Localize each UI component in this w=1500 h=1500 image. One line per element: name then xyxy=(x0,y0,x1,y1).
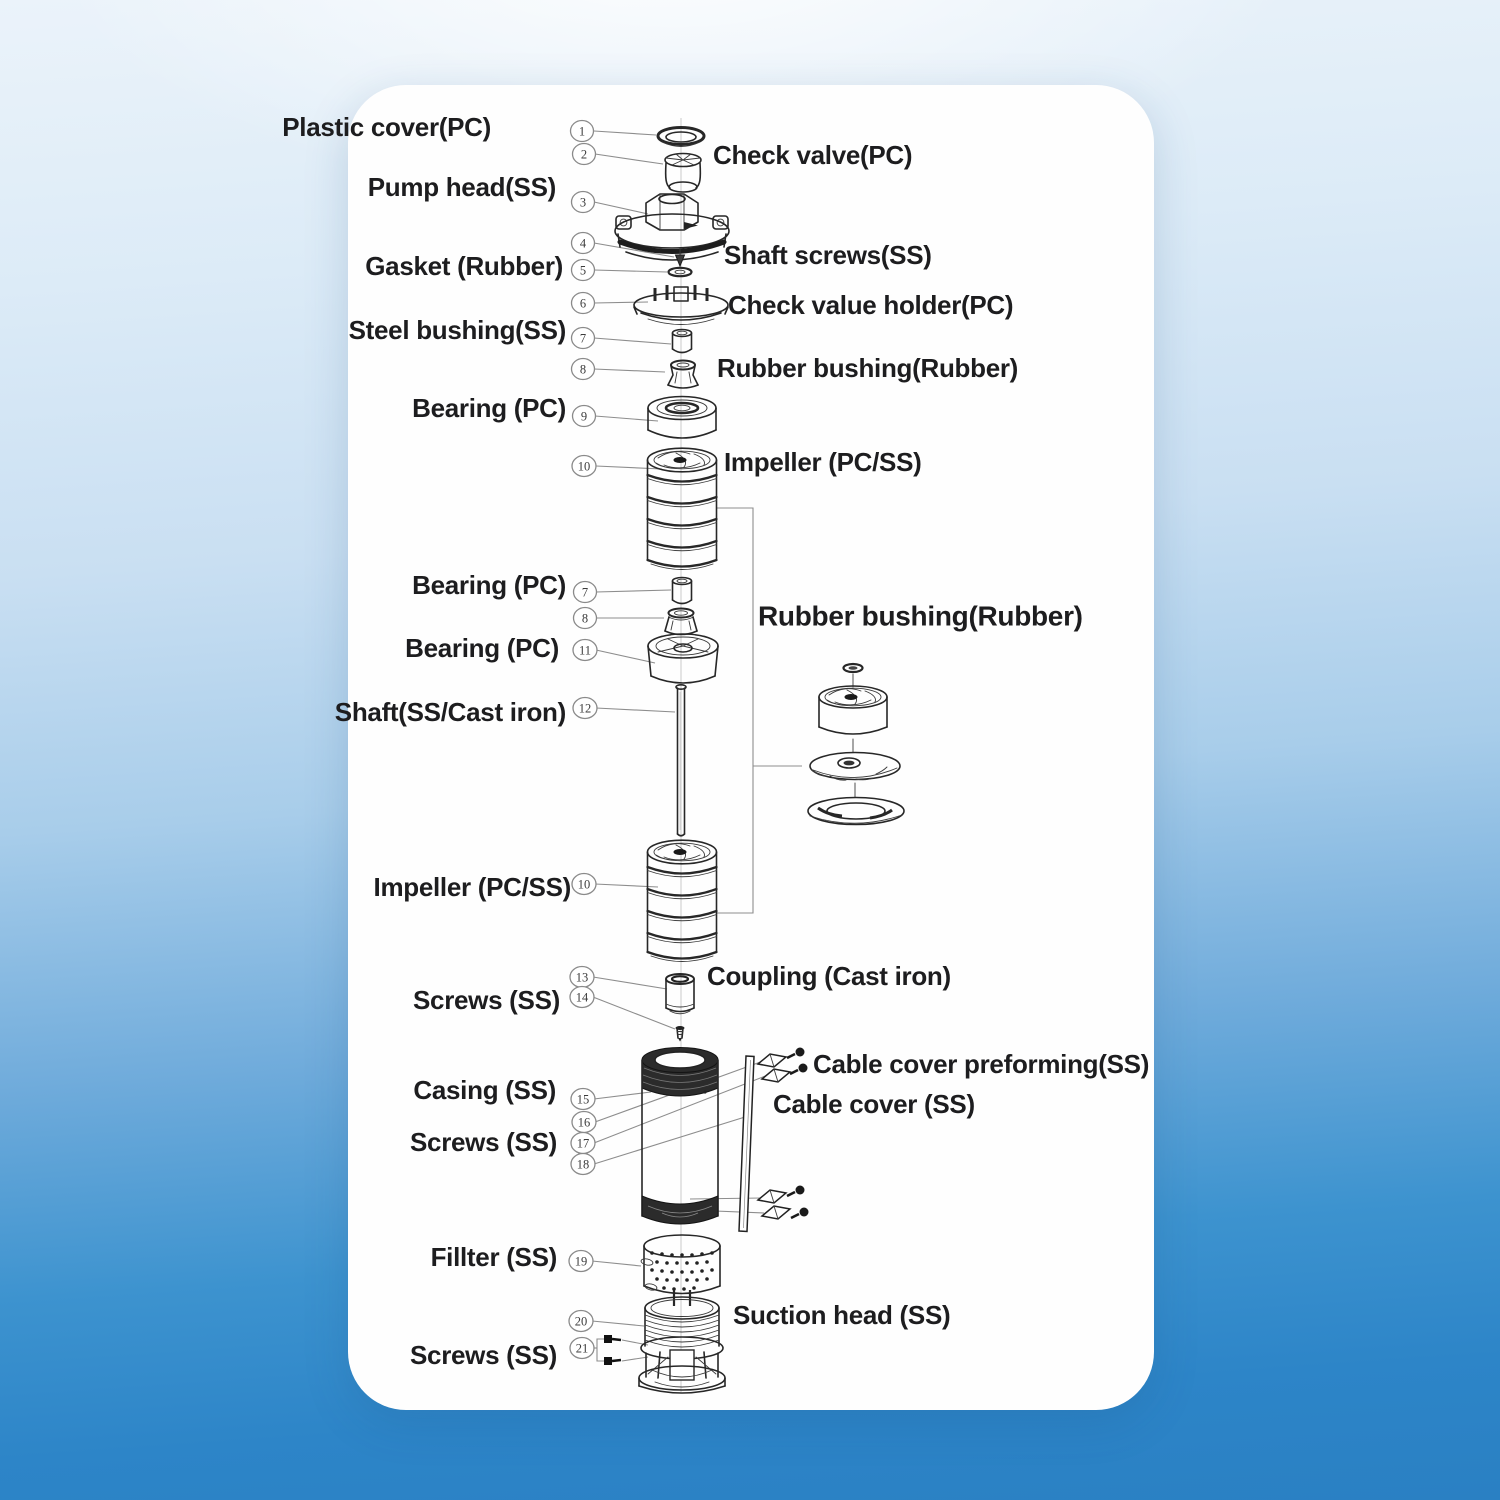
marker-2 xyxy=(573,144,596,165)
label-steel-bushing: Steel bushing(SS) xyxy=(348,314,566,345)
impeller-detail-bracket xyxy=(716,508,802,913)
marker-16 xyxy=(572,1112,596,1133)
suction-head-part xyxy=(639,1290,725,1393)
coupling-part xyxy=(666,974,694,1014)
label-bearing-7b: Bearing (PC) xyxy=(412,569,566,600)
marker-7b xyxy=(574,582,597,603)
label-check-value-holder: Check value holder(PC) xyxy=(728,289,1014,320)
marker-14 xyxy=(570,987,594,1008)
svg-text:14: 14 xyxy=(575,990,589,1005)
bearing-part-7b xyxy=(673,578,692,604)
marker-10b xyxy=(572,874,596,895)
marker-8b xyxy=(574,608,597,629)
label-cable-cover: Cable cover (SS) xyxy=(773,1088,975,1119)
check-valve-part xyxy=(665,154,701,193)
screw-part-14 xyxy=(676,1026,685,1042)
svg-text:20: 20 xyxy=(574,1314,588,1329)
svg-text:13: 13 xyxy=(575,970,589,985)
svg-text:8: 8 xyxy=(579,362,587,377)
marker-8a xyxy=(572,359,595,380)
label-gasket: Gasket (Rubber) xyxy=(365,250,563,281)
svg-text:16: 16 xyxy=(577,1115,591,1130)
label-shaft-screws: Shaft screws(SS) xyxy=(724,239,932,270)
label-coupling: Coupling (Cast iron) xyxy=(707,960,951,991)
label-impeller-top: Impeller (PC/SS) xyxy=(724,446,922,477)
marker-13 xyxy=(570,967,594,988)
marker-7a xyxy=(572,328,595,349)
marker-1 xyxy=(571,121,594,142)
filter-part xyxy=(641,1235,720,1294)
label-screws-17: Screws (SS) xyxy=(410,1126,557,1157)
label-bearing-11: Bearing (PC) xyxy=(405,632,559,663)
cable-clamp-bottom xyxy=(758,1186,809,1220)
svg-text:7: 7 xyxy=(579,331,587,346)
label-pump-head: Pump head(SS) xyxy=(367,171,556,202)
label-casing: Casing (SS) xyxy=(413,1074,556,1105)
label-bearing-9: Bearing (PC) xyxy=(412,392,566,423)
marker-10a xyxy=(572,456,596,477)
svg-text:12: 12 xyxy=(578,701,592,716)
svg-text:10: 10 xyxy=(577,459,591,474)
label-rubber-bushing-lower: Rubber bushing(Rubber) xyxy=(758,600,1083,632)
label-shaft: Shaft(SS/Cast iron) xyxy=(334,696,566,727)
part-number-markers xyxy=(569,121,597,1359)
svg-text:4: 4 xyxy=(579,236,587,251)
rubber-bushing-part-upper xyxy=(668,361,698,389)
bearing-part-11 xyxy=(648,634,718,683)
label-suction-head: Suction head (SS) xyxy=(733,1299,951,1330)
marker-11 xyxy=(573,640,597,661)
svg-text:3: 3 xyxy=(579,195,587,210)
label-check-valve: Check valve(PC) xyxy=(713,139,913,170)
impeller-part-bottom xyxy=(648,840,717,961)
label-filter: Fillter (SS) xyxy=(430,1241,557,1272)
svg-text:1: 1 xyxy=(578,124,586,139)
svg-text:19: 19 xyxy=(574,1254,588,1269)
svg-text:2: 2 xyxy=(580,147,588,162)
casing-part xyxy=(642,1048,718,1225)
label-screws-21: Screws (SS) xyxy=(410,1339,557,1370)
svg-text:11: 11 xyxy=(578,643,592,658)
svg-text:8: 8 xyxy=(581,611,589,626)
bearing-part-9 xyxy=(648,397,716,439)
screws-part-21 xyxy=(604,1335,621,1365)
steel-bushing-part xyxy=(673,330,692,353)
svg-text:7: 7 xyxy=(581,585,589,600)
svg-text:5: 5 xyxy=(579,263,587,278)
marker-6 xyxy=(572,293,595,314)
svg-text:10: 10 xyxy=(577,877,591,892)
marker-19 xyxy=(569,1251,593,1272)
svg-text:9: 9 xyxy=(580,409,588,424)
svg-text:6: 6 xyxy=(579,296,587,311)
label-impeller-bottom: Impeller (PC/SS) xyxy=(373,871,571,902)
marker-12 xyxy=(573,698,597,719)
svg-text:17: 17 xyxy=(576,1136,590,1151)
label-plastic-cover: Plastic cover(PC) xyxy=(282,111,491,142)
marker-5 xyxy=(572,260,595,281)
svg-text:15: 15 xyxy=(576,1092,590,1107)
marker-9 xyxy=(573,406,596,427)
marker-15 xyxy=(571,1089,595,1110)
marker-18 xyxy=(571,1154,595,1175)
svg-text:21: 21 xyxy=(575,1341,589,1356)
marker-4 xyxy=(572,233,595,254)
svg-text:18: 18 xyxy=(576,1157,590,1172)
impeller-exploded-detail xyxy=(808,664,904,825)
cable-cover-part xyxy=(739,1056,754,1232)
marker-3 xyxy=(572,192,595,213)
impeller-part-top xyxy=(648,448,717,569)
label-cable-cover-preforming: Cable cover preforming(SS) xyxy=(813,1048,1150,1079)
gasket-part xyxy=(669,268,692,276)
label-screws-14: Screws (SS) xyxy=(413,984,560,1015)
marker-21 xyxy=(570,1338,594,1359)
marker-20 xyxy=(569,1311,593,1332)
label-rubber-bushing-upper: Rubber bushing(Rubber) xyxy=(717,352,1019,383)
marker-17 xyxy=(571,1133,595,1154)
cable-clamp-top xyxy=(758,1048,808,1083)
